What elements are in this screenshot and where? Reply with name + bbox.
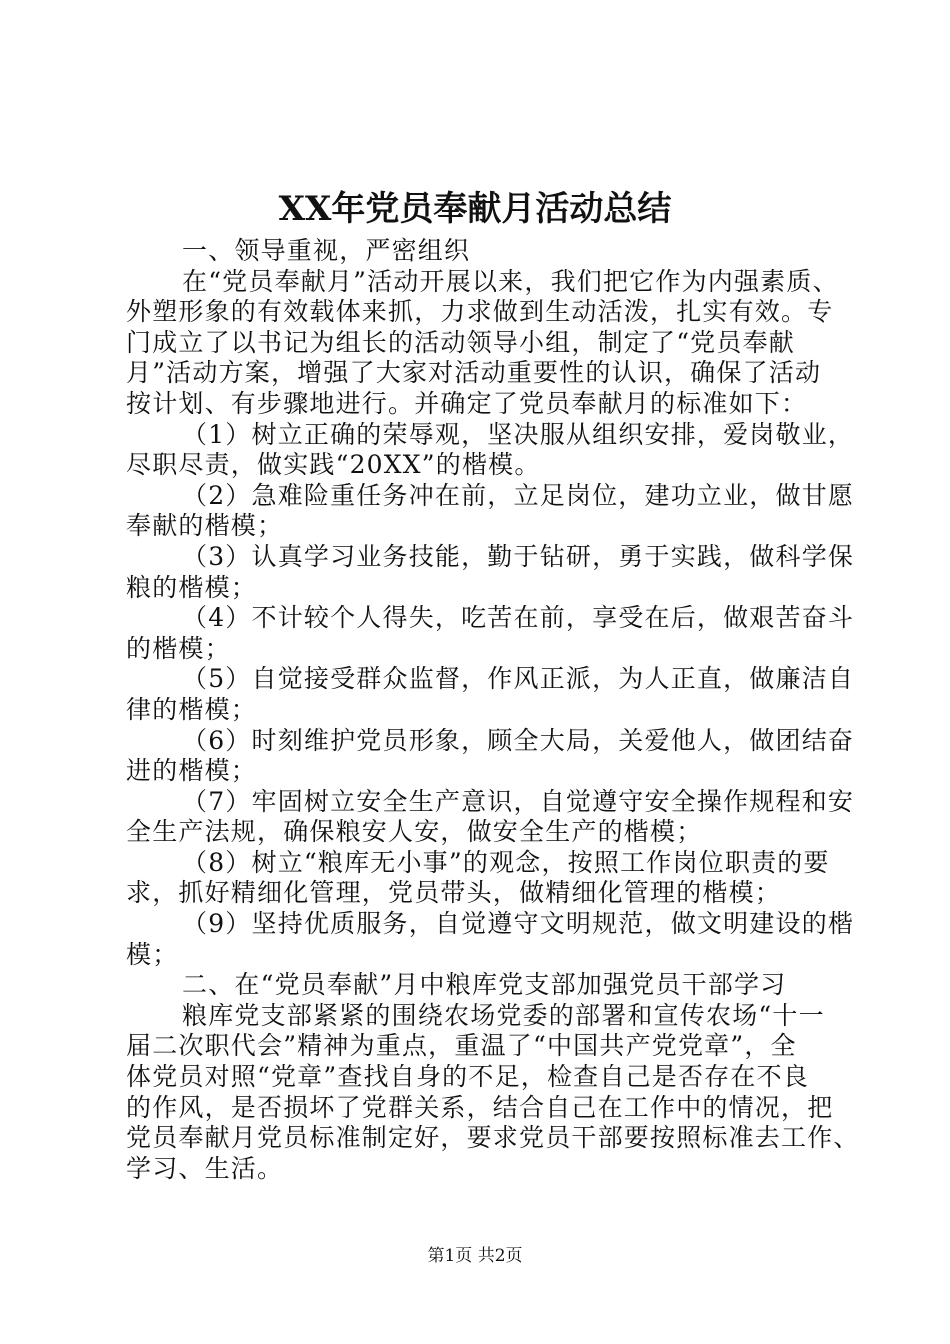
body-line: 届二次职代会”精神为重点，重温了“中国共产党党章”，全 — [126, 1031, 797, 1061]
document-body — [126, 236, 860, 1184]
body-line: 尽职尽责，做实践“20XX”的楷模。 — [126, 450, 541, 480]
body-line: 全生产法规，确保粮安人安，做安全生产的楷模； — [126, 817, 703, 847]
body-line: （8）树立“粮库无小事”的观念，按照工作岗位职责的要 — [182, 847, 830, 877]
page-footer: 第1页 共2页 — [427, 1246, 523, 1266]
body-line: 外塑形象的有效载体来抓，力求做到生动活泼，扎实有效。专 — [126, 297, 834, 327]
document-title: XX年党员奉献月活动总结 — [278, 189, 672, 229]
body-line: 体党员对照“党章”查找自身的不足，检查自己是否存在不良 — [126, 1062, 809, 1092]
body-line: 门成立了以书记为组长的活动领导小组，制定了“党员奉献 — [126, 327, 795, 357]
body-line: （2）急难险重任务冲在前，立足岗位，建功立业，做甘愿 — [182, 480, 855, 510]
body-line: 的楷模； — [126, 633, 231, 663]
body-line: 粮库党支部紧紧的围绕农场党委的部署和宣传农场“十一 — [182, 1000, 825, 1030]
body-line: 二、在“党员奉献”月中粮库党支部加强党员干部学习 — [182, 970, 787, 1000]
body-line: 学习、生活。 — [126, 1153, 284, 1183]
body-line: （4）不计较个人得失，吃苦在前，享受在后，做艰苦奋斗 — [182, 603, 855, 633]
body-line: 的作风，是否损坏了党群关系，结合自己在工作中的情况，把 — [126, 1092, 834, 1122]
body-line: （7）牢固树立安全生产意识，自觉遵守安全操作规程和安 — [182, 786, 855, 816]
body-line: 模； — [126, 939, 179, 969]
body-line: 求，抓好精细化管理，党员带头，做精细化管理的楷模； — [126, 878, 782, 908]
body-line: 律的楷模； — [126, 694, 258, 724]
body-line: 按计划、有步骤地进行。并确定了党员奉献月的标准如下： — [126, 388, 808, 418]
body-line: 粮的楷模； — [126, 572, 258, 602]
body-line: （1）树立正确的荣辱观，坚决服从组织安排，爱岗敬业， — [182, 419, 855, 449]
body-line: （6）时刻维护党员形象，顾全大局，关爱他人，做团结奋 — [182, 725, 855, 755]
body-line: 在“党员奉献月”活动开展以来，我们把它作为内强素质、 — [182, 266, 839, 296]
body-line: （3）认真学习业务技能，勤于钻研，勇于实践，做科学保 — [182, 541, 855, 571]
body-line: 党员奉献月党员标准制定好，要求党员干部要按照标准去工作、 — [126, 1123, 860, 1153]
body-line: （9）坚持优质服务，自觉遵守文明规范，做文明建设的楷 — [182, 909, 855, 939]
body-line: （5）自觉接受群众监督，作风正派，为人正直，做廉洁自 — [182, 664, 855, 694]
body-line: 一、领导重视，严密组织 — [182, 236, 471, 265]
body-line: 奉献的楷模； — [126, 511, 284, 541]
body-line: 进的楷模； — [126, 756, 258, 786]
body-line: 月”活动方案，增强了大家对活动重要性的认识，确保了活动 — [126, 358, 822, 388]
